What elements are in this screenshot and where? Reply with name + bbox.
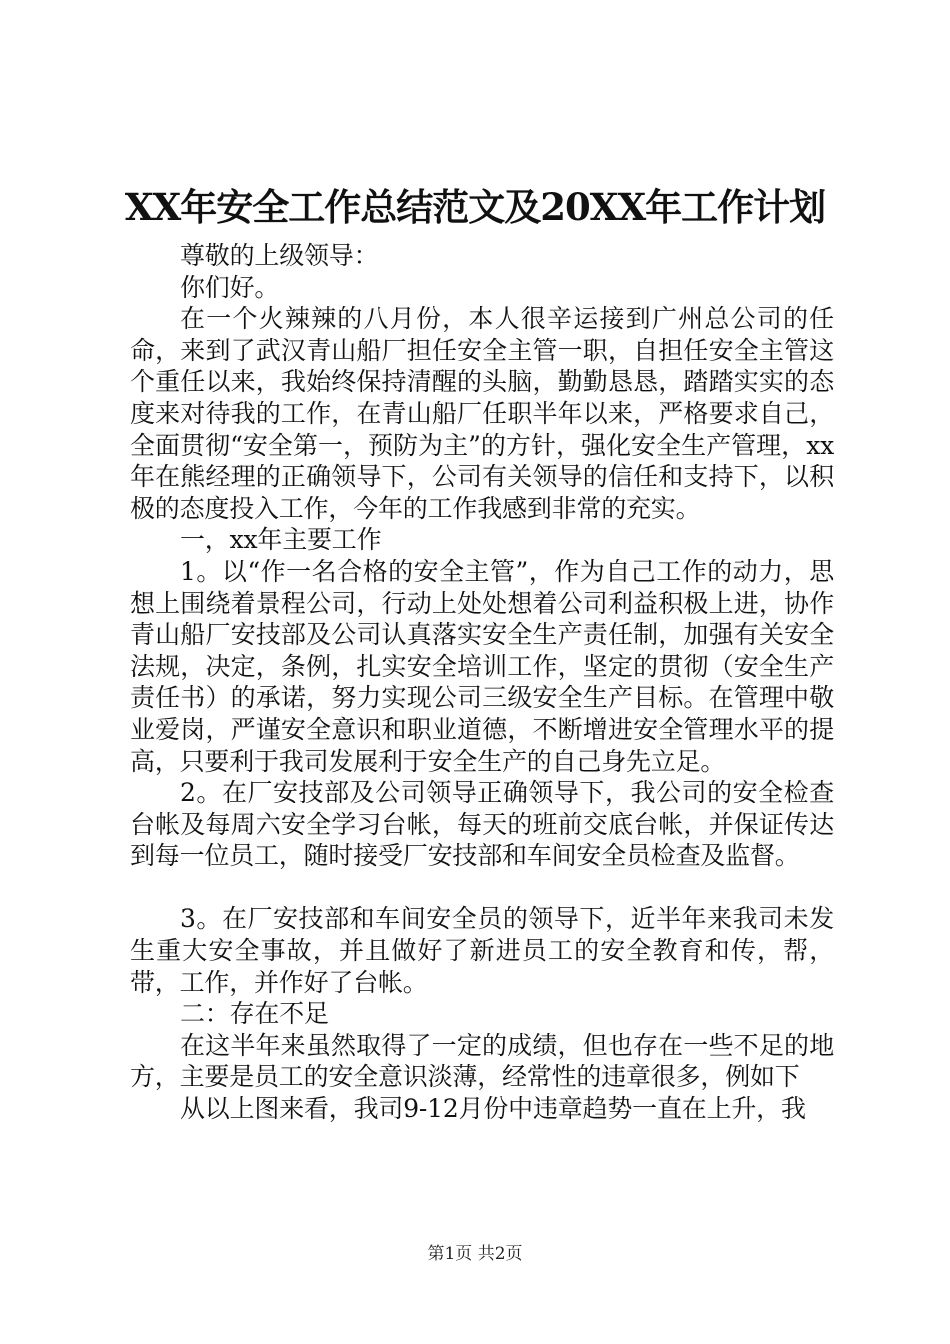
trend-paragraph: 从以上图来看，我司9-12月份中违章趋势一直在上升，我 [180,1094,806,1124]
section-heading-shortcomings: 二：存在不足 [180,999,329,1029]
document-title: XX年安全工作总结范文及20XX年工作计划 [124,185,826,229]
intro-paragraph: 在一个火辣辣的八月份，本人很辛运接到广州总公司的任命，来到了武汉青山船厂担任安全主管一职，自担任安全主管这个重任以来，我始终保持清醒的头脑，勤勤恳恳，踏踏实实的态度来对待我的工作，在青山船厂任职半年以来，严格要求自己，全面贯彻“安全第一，预防为主”的方针，强化安全生产管理，xx年在熊经理的正确领导下，公司有关领导的信任和支持下，以积极的态度投入工作，今年的工作我感到非常的充实。 [130,304,834,523]
shortcomings-paragraph: 在这半年来虽然取得了一定的成绩，但也存在一些不足的地方，主要是员工的安全意识淡薄，经常性的违章很多，例如下 [130,1030,834,1092]
document-body [130,240,834,1125]
greeting: 你们好。 [180,272,280,302]
page-number-footer: 第1页 共2页 [427,1244,523,1264]
work-item-2: 2。在厂安技部及公司领导正确领导下，我公司的安全检查台帐及每周六安全学习台帐，每天的班前交底台帐，并保证传达到每一位员工，随时接受厂安技部和车间安全员检查及监督。 [130,778,834,871]
work-item-3: 3。在厂安技部和车间安全员的领导下，近半年来我司未发生重大安全事故，并且做好了新进员工的安全教育和传，帮，带，工作，并作好了台帐。 [130,904,834,997]
section-heading-main-work: 一，xx年主要工作 [180,525,382,555]
salutation: 尊敬的上级领导： [180,241,379,270]
work-item-1: 1。以“作一名合格的安全主管”，作为自己工作的动力，思想上围绕着景程公司，行动上处处想着公司利益积极上进，协作青山船厂安技部及公司认真落实安全生产责任制，加强有关安全法规，决定，条例，扎实安全培训工作，坚定的贯彻（安全生产责任书）的承诺，努力实现公司三级安全生产目标。在管理中敬业爱岗，严谨安全意识和职业道德，不断增进安全管理水平的提高，只要利于我司发展利于安全生产的自己身先立足。 [130,556,834,776]
